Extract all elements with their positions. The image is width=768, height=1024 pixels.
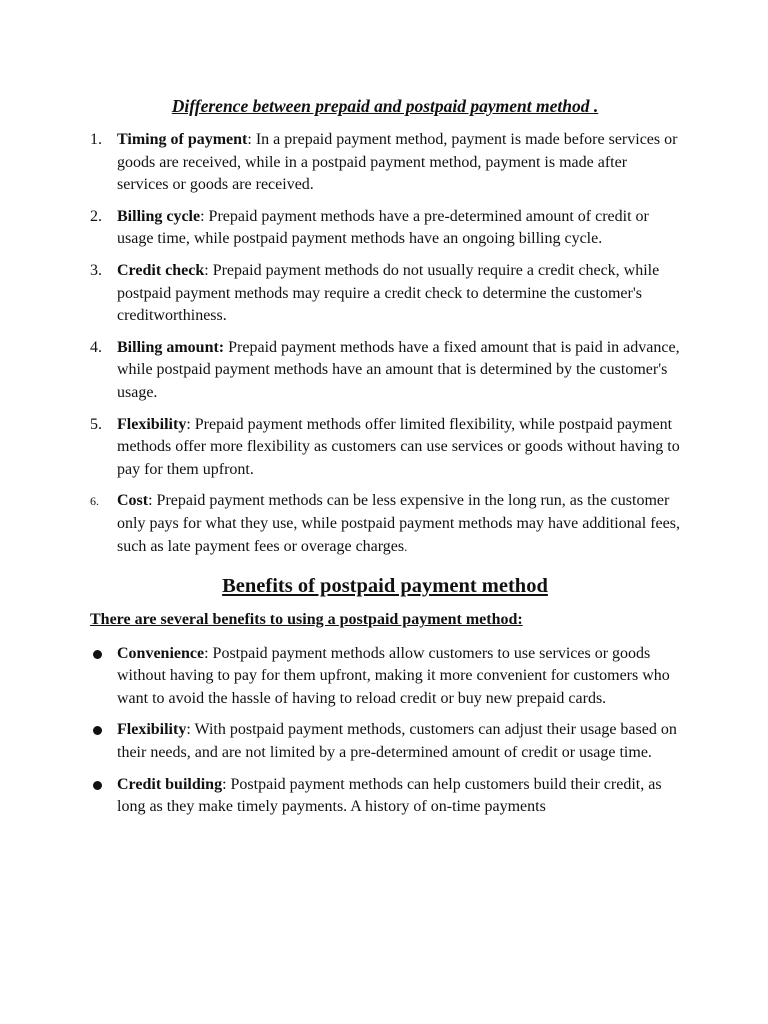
difference-item — [90, 337, 680, 405]
difference-item — [90, 490, 680, 558]
differences-list — [90, 129, 680, 558]
item-tail: . — [404, 538, 408, 554]
bullet-icon — [93, 726, 102, 735]
item-term: Billing amount: — [117, 338, 225, 356]
item-number: 4. — [90, 338, 102, 356]
benefit-item — [90, 719, 680, 764]
item-text: : With postpaid payment methods, customers can adjust their usage based on their needs, and are not limited by a pre-determined amount of credit or usage time. — [117, 721, 677, 762]
difference-item — [90, 129, 680, 197]
item-number: 5. — [90, 415, 102, 433]
benefit-item — [90, 643, 680, 711]
bullet-icon — [93, 650, 102, 659]
difference-item — [90, 414, 680, 482]
benefits-intro: There are several benefits to using a postpaid payment method: — [90, 611, 523, 629]
bullet-icon — [93, 781, 102, 790]
item-term: Flexibility — [117, 415, 187, 433]
item-term: Convenience — [117, 644, 205, 662]
item-text: : Prepaid payment methods can be less expensive in the long run, as the customer only pays for what they use, while postpaid payment methods may have additional fees, such as late payment fees or overage charges — [117, 492, 680, 555]
item-term: Credit building — [117, 775, 223, 793]
item-number: 1. — [90, 131, 102, 148]
item-text: : Postpaid payment methods can help customers build their credit, as long as they make timely payments. A history of on-time payments — [117, 775, 662, 816]
item-number: 6. — [90, 494, 99, 509]
item-text: Prepaid payment methods have a fixed amount that is paid in advance, while postpaid payment methods have an amount that is determined by the customer's usage. — [117, 338, 680, 401]
benefits-heading: Benefits of postpaid payment method — [222, 575, 548, 598]
benefits-list — [90, 643, 680, 819]
item-term: Credit check — [117, 261, 205, 279]
item-number: 3. — [90, 261, 102, 279]
item-text: : Prepaid payment methods do not usually require a credit check, while postpaid payment methods may require a credit check to determine the customer's creditworthiness. — [117, 261, 660, 325]
benefit-item — [90, 774, 680, 819]
item-term: Flexibility — [117, 721, 187, 739]
item-term: Cost — [117, 492, 149, 510]
document-title: Difference between prepaid and postpaid payment method . — [171, 96, 599, 116]
item-term: Billing cycle — [117, 207, 201, 225]
item-text: : Prepaid payment methods have a pre-determined amount of credit or usage time, while postpaid payment methods have an ongoing billing cycle. — [117, 207, 649, 248]
item-term: Timing of payment — [117, 131, 248, 148]
item-text: : In a prepaid payment method, payment is made before services or goods are received, while in a postpaid payment method, payment is made after services or goods are received. — [117, 131, 678, 194]
difference-item — [90, 206, 680, 251]
item-text: : Postpaid payment methods allow customers to use services or goods without having to pay for them upfront, making it more convenient for customers who want to avoid the hassle of having to reload credit or buy new prepaid cards. — [117, 644, 670, 707]
difference-item — [90, 260, 680, 328]
item-number: 2. — [90, 207, 102, 225]
item-text: : Prepaid payment methods offer limited flexibility, while postpaid payment methods offer more flexibility as customers can use services or goods without having to pay for them upfront. — [117, 415, 680, 478]
